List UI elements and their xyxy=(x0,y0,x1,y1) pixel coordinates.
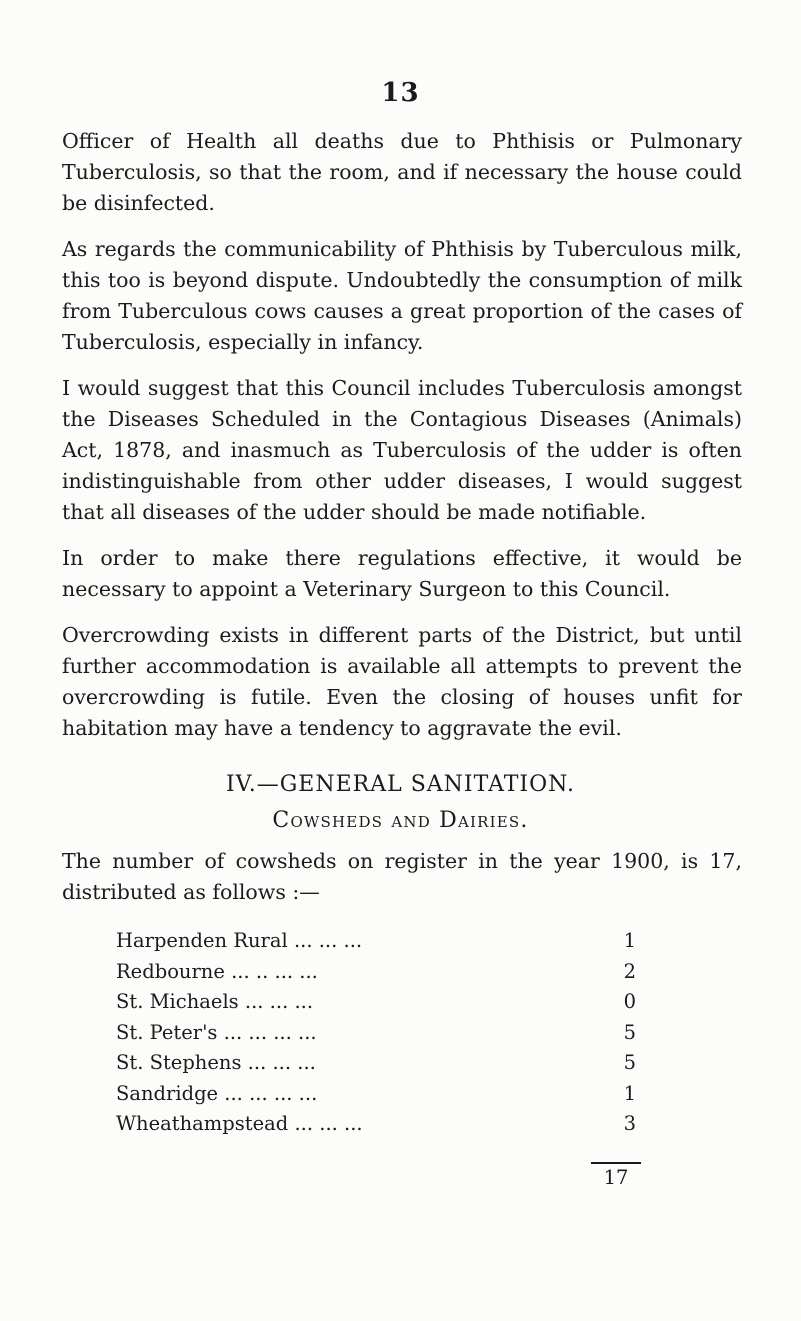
table-row xyxy=(116,987,636,1018)
table-row xyxy=(116,926,636,957)
intro-paragraph: The number of cowsheds on register in the year 1900, is 17, distributed as follows :— xyxy=(62,849,742,904)
district-count: 5 xyxy=(623,1051,636,1074)
district-name: Redbourne ... .. ... ... xyxy=(116,959,318,983)
section-heading: IV.—GENERAL SANITATION. xyxy=(225,772,575,797)
table-row xyxy=(116,1079,636,1110)
paragraph: I would suggest that this Council includes Tuberculosis amongst the Diseases Scheduled in the Contagious Diseases (Animals) Act, 1878, and inasmuch as Tuberculosis of the udder is often indistinguishable from other udder diseases, I would suggest that all diseases of the udder should be made notifiable. xyxy=(62,376,742,524)
body-text xyxy=(62,126,742,759)
table-row xyxy=(116,1018,636,1049)
total-rule xyxy=(591,1162,641,1164)
district-count: 5 xyxy=(623,1020,636,1044)
district-name: Harpenden Rural ... ... ... xyxy=(116,929,363,952)
district-name: St. Michaels ... ... ... xyxy=(116,990,314,1013)
subheading: Cowsheds and Dairies. xyxy=(272,808,529,833)
cowshed-table xyxy=(116,926,636,1140)
district-count: 1 xyxy=(623,1081,636,1105)
paragraph: Overcrowding exists in different parts of the District, but until further accommodation is available all attempts to prevent the overcrowding is futile. Even the closing of houses unfit for habitation may have a tendency to aggravate the evil. xyxy=(62,623,742,740)
district-count: 3 xyxy=(623,1112,636,1135)
total-count: 17 xyxy=(603,1166,629,1189)
table-row xyxy=(116,1109,636,1140)
district-count: 0 xyxy=(623,990,636,1013)
district-count: 2 xyxy=(623,959,636,983)
table-row xyxy=(116,1048,636,1079)
district-name: St. Stephens ... ... ... xyxy=(116,1051,316,1074)
district-count: 1 xyxy=(623,929,636,952)
district-name: Sandridge ... ... ... ... xyxy=(116,1081,318,1105)
paragraph: As regards the communicability of Phthisis by Tuberculous milk, this too is beyond dispute. Undoubtedly the consumption of milk from Tuberculous cows causes a great proportion of the cases of Tuberculosis, especially in infancy. xyxy=(62,237,742,354)
paragraph: Officer of Health all deaths due to Phthisis or Pulmonary Tuberculosis, so that the room, and if necessary the house could be disinfected. xyxy=(62,129,742,215)
district-name: Wheathampstead ... ... ... xyxy=(116,1112,363,1135)
page-number: 13 xyxy=(381,78,420,108)
table-row xyxy=(116,957,636,988)
paragraph: In order to make there regulations effective, it would be necessary to appoint a Veterinary Surgeon to this Council. xyxy=(62,546,742,601)
district-name: St. Peter's ... ... ... ... xyxy=(116,1020,317,1044)
